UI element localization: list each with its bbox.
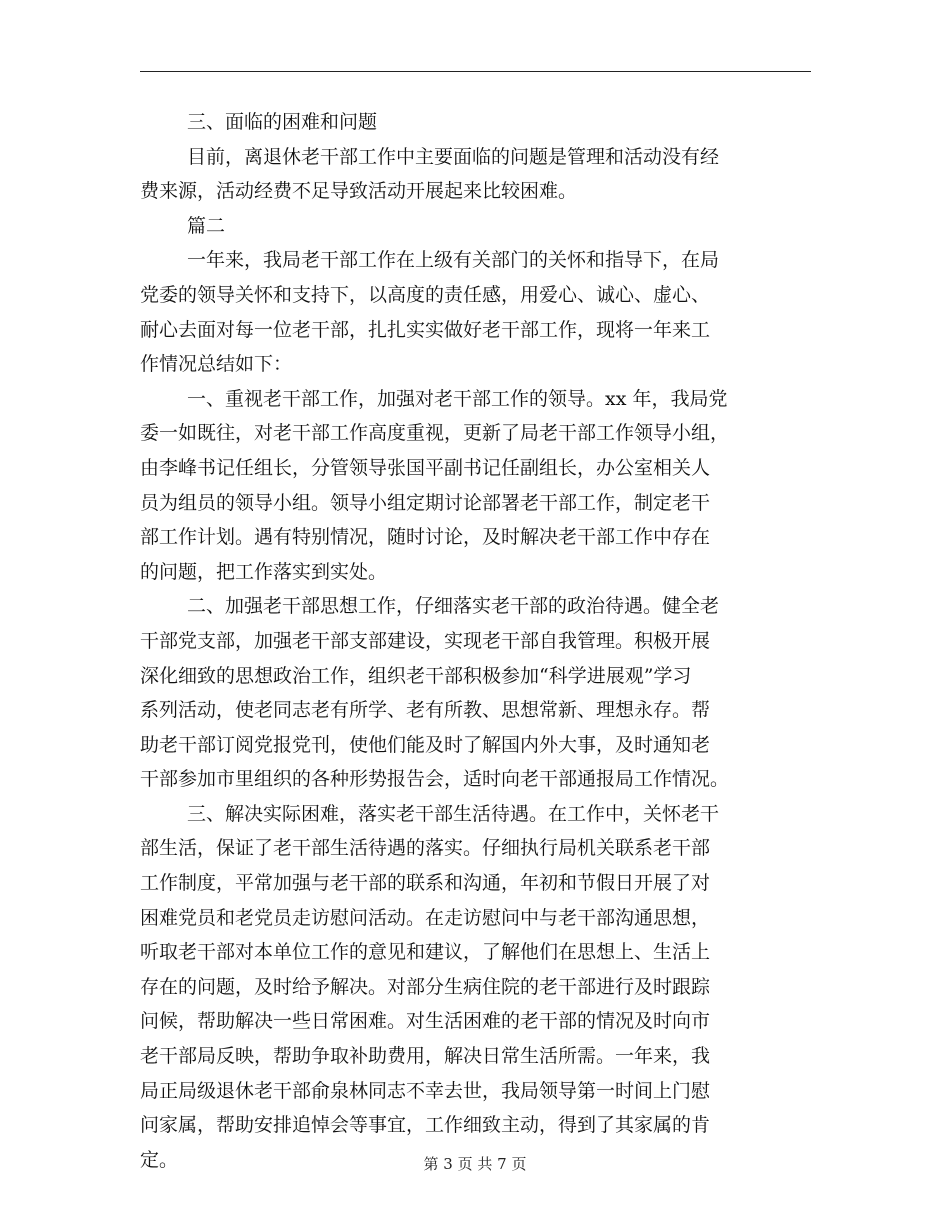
paragraph-line: 目前，离退休老干部工作中主要面临的问题是管理和活动没有经	[187, 145, 720, 168]
paragraph-line: 局正局级退休老干部俞泉林同志不幸去世，我局领导第一时间上门慰	[140, 1079, 711, 1102]
paragraph-line: 听取老干部对本单位工作的意见和建议，了解他们在思想上、生活上	[140, 941, 711, 964]
paragraph-line: 的问题，把工作落实到实处。	[140, 560, 388, 583]
paragraph-line: 问候，帮助解决一些日常困难。对生活困难的老干部的情况及时向市	[140, 1010, 711, 1033]
paragraph-line: 干部党支部，加强老干部支部建设，实现老干部自我管理。积极开展	[140, 629, 711, 652]
paragraph-line: 深化细致的思想政治工作，组织老干部积极参加“科学进展观”学习	[140, 664, 692, 687]
paragraph-line: 助老干部订阅党报党刊，使他们能及时了解国内外大事，及时通知老	[140, 733, 711, 756]
paragraph-line: 三、解决实际困难，落实老干部生活待遇。在工作中，关怀老干	[187, 802, 720, 825]
paragraph-line: 工作制度，平常加强与老干部的联系和沟通，年初和节假日开展了对	[140, 872, 711, 895]
paragraph-line: 部生活，保证了老干部生活待遇的落实。仔细执行局机关联系老干部	[140, 837, 711, 860]
paragraph-line: 部工作计划。遇有特别情况，随时讨论，及时解决老干部工作中存在	[140, 526, 711, 549]
paragraph-line: 党委的领导关怀和支持下，以高度的责任感，用爱心、诚心、虚心、	[140, 283, 711, 306]
section-heading: 三、面临的困难和问题	[187, 111, 378, 133]
header-rule	[140, 71, 811, 72]
document-body	[140, 105, 811, 1177]
paragraph-line: 问家属，帮助安排追悼会等事宜，工作细致主动，得到了其家属的肯	[140, 1114, 711, 1137]
paragraph-line: 干部参加市里组织的各种形势报告会，适时向老干部通报局工作情况。	[140, 768, 730, 791]
paragraph-line: 一年来，我局老干部工作在上级有关部门的关怀和指导下，在局	[187, 249, 720, 272]
paragraph-line: 一、重视老干部工作，加强对老干部工作的领导。xx 年，我局党	[187, 387, 728, 410]
page-number-footer: 第 3 页 共 7 页	[423, 1155, 527, 1173]
section-heading: 篇二	[187, 214, 226, 237]
paragraph-line: 困难党员和老党员走访慰问活动。在走访慰问中与老干部沟通思想，	[140, 906, 711, 929]
paragraph-line: 员为组员的领导小组。领导小组定期讨论部署老干部工作，制定老干	[140, 491, 711, 514]
paragraph-line: 费来源，活动经费不足导致活动开展起来比较困难。	[140, 180, 578, 203]
paragraph-line: 老干部局反映，帮助争取补助费用，解决日常生活所需。一年来，我	[140, 1045, 711, 1068]
paragraph-line: 系列活动，使老同志老有所学、老有所教、思想常新、理想永存。帮	[140, 699, 711, 722]
paragraph-line: 耐心去面对每一位老干部，扎扎实实做好老干部工作，现将一年来工	[140, 318, 711, 341]
paragraph-line: 委一如既往，对老干部工作高度重视，更新了局老干部工作领导小组，	[140, 422, 730, 445]
paragraph-line: 定。	[140, 1148, 179, 1171]
paragraph-line: 由李峰书记任组长，分管领导张国平副书记任副组长，办公室相关人	[140, 456, 711, 479]
paragraph-line: 二、加强老干部思想工作，仔细落实老干部的政治待遇。健全老	[187, 595, 720, 618]
paragraph-line: 存在的问题，及时给予解决。对部分生病住院的老干部进行及时跟踪	[140, 975, 711, 998]
paragraph-line: 作情况总结如下：	[140, 353, 293, 376]
